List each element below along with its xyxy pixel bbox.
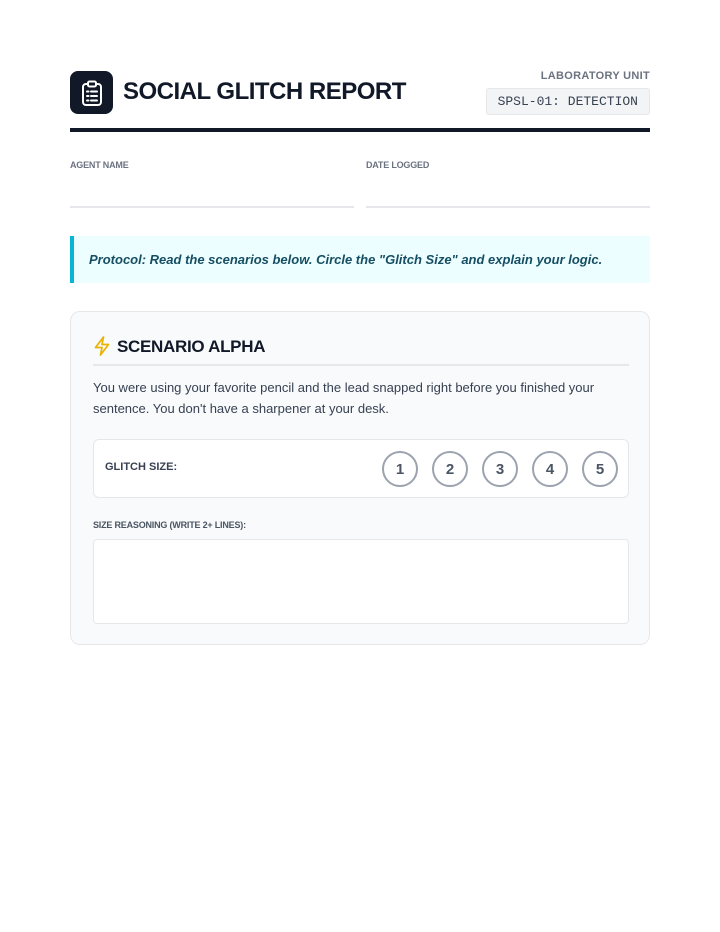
date-logged-field[interactable] bbox=[366, 160, 650, 170]
scenario-header bbox=[93, 334, 629, 366]
glitch-size-option-1[interactable]: 1 bbox=[382, 451, 418, 487]
page-title: SOCIAL GLITCH REPORT bbox=[123, 78, 406, 105]
agent-name-line[interactable] bbox=[70, 206, 354, 208]
agent-name-label: AGENT NAME bbox=[70, 160, 129, 170]
scenario-title: SCENARIO ALPHA bbox=[117, 337, 266, 356]
date-logged-line[interactable] bbox=[366, 206, 650, 208]
lightning-icon bbox=[93, 336, 111, 356]
glitch-size-option-5[interactable]: 5 bbox=[582, 451, 618, 487]
report-header bbox=[70, 70, 650, 116]
unit-code-badge: SPSL-01: DETECTION bbox=[486, 88, 650, 115]
glitch-size-selector bbox=[93, 439, 629, 498]
glitch-size-option-3[interactable]: 3 bbox=[482, 451, 518, 487]
header-divider bbox=[70, 128, 650, 132]
glitch-size-option-4[interactable]: 4 bbox=[532, 451, 568, 487]
date-logged-label: DATE LOGGED bbox=[366, 160, 430, 170]
reasoning-textarea[interactable] bbox=[93, 539, 629, 624]
clipboard-icon bbox=[81, 80, 103, 106]
unit-label: LABORATORY UNIT bbox=[540, 70, 650, 82]
glitch-size-label: GLITCH SIZE: bbox=[105, 461, 178, 473]
protocol-text: Protocol: Read the scenarios below. Circle the "Glitch Size" and explain your logic. bbox=[89, 252, 603, 267]
agent-name-field[interactable] bbox=[70, 160, 354, 170]
scenario-description: You were using your favorite pencil and the lead snapped right before you finished your sentence. You don't have a sharpener at your desk. bbox=[93, 380, 595, 416]
logo bbox=[70, 71, 113, 114]
glitch-size-option-2[interactable]: 2 bbox=[432, 451, 468, 487]
scenario-card bbox=[70, 311, 650, 645]
protocol-callout bbox=[70, 236, 650, 283]
glitch-size-options bbox=[382, 451, 618, 487]
reasoning-label: SIZE REASONING (WRITE 2+ LINES): bbox=[93, 520, 246, 530]
